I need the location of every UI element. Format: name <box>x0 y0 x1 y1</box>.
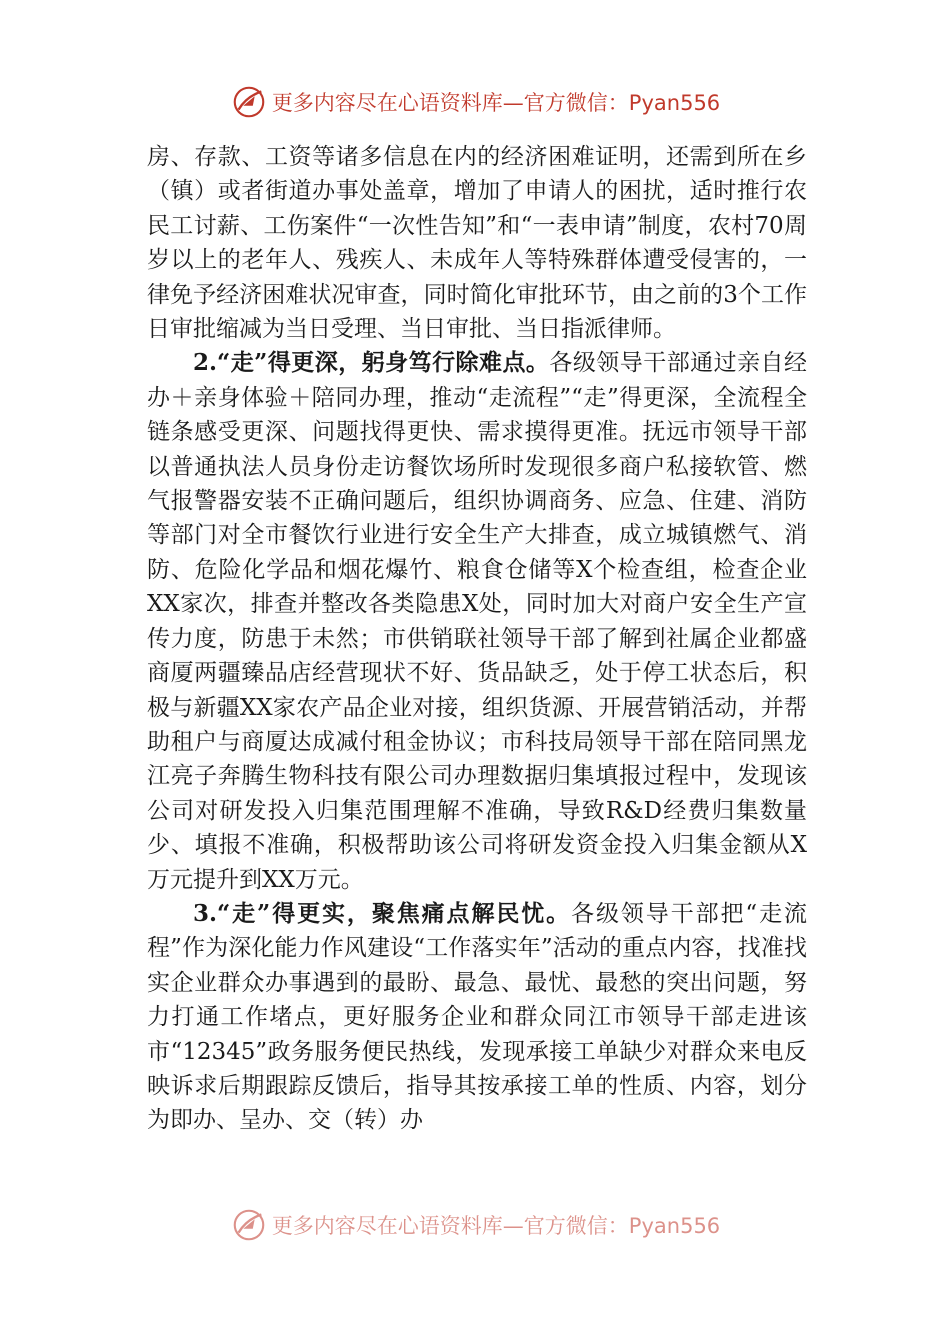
section-2-heading: 2.“走”得更深，躬身笃行除难点。 <box>193 349 550 377</box>
watermark-text: 更多内容尽在心语资料库—官方微信：Pyan556 <box>271 1214 721 1238</box>
watermark-text: 更多内容尽在心语资料库—官方微信：Pyan556 <box>271 91 721 115</box>
logo-icon <box>230 1206 268 1244</box>
watermark-header <box>0 82 950 122</box>
paragraph-section-3 <box>147 897 807 1138</box>
section-3-body: 各级领导干部把“走流程”作为深化能力作风建设“工作落实年”活动的重点内容，找准找实企业群众办事遇到的最盼、最急、最忧、最愁的突出问题，努力打通工作堵点，更好服务企业和群众同江市领导干部走进该市“12345”政务服务便民热线，发现承接工单缺少对群众来电反映诉求后期跟踪反馈后，指导其按承接工单的性质、内容，划分为即办、呈办、交（转）办 <box>147 900 807 1134</box>
section-3-heading: 3.“走”得更实，聚焦痛点解民忧。 <box>193 899 572 927</box>
document-body <box>147 140 807 1138</box>
logo-icon <box>230 83 268 121</box>
section-2-body: 各级领导干部通过亲自经办＋亲身体验＋陪同办理，推动“走流程”“走”得更深，全流程全链条感受更深、问题找得更快、需求摸得更准。抚远市领导干部以普通执法人员身份走访餐饮场所时发现很多商户私接软管、燃气报警器安装不正确问题后，组织协调商务、应急、住建、消防等部门对全市餐饮行业进行安全生产大排查，成立城镇燃气、消防、危险化学品和烟花爆竹、粮食仓储等X个检查组，检查企业XX家次，排查并整改各类隐患X处，同时加大对商户安全生产宣传力度，防患于未然；市供销联社领导干部了解到社属企业都盛商厦两疆臻品店经营现状不好、货品缺乏，处于停工状态后，积极与新疆XX家农产品企业对接，组织货源、开展营销活动，并帮助租户与商厦达成减付租金协议；市科技局领导干部在陪同黑龙江亮子奔腾生物科技有限公司办理数据归集填报过程中，发现该公司对研发投入归集范围理解不准确，导致R&D经费归集数量少、填报不准确，积极帮助该公司将研发资金投入归集金额从X万元提升到XX万元。 <box>147 350 807 893</box>
paragraph-continuation: 房、存款、工资等诸多信息在内的经济困难证明，还需到所在乡（镇）或者街道办事处盖章，增加了申请人的困扰，适时推行农民工讨薪、工伤案件“一次性告知”和“一表申请”制度，农村70周岁以上的老年人、残疾人、未成年人等特殊群体遭受侵害的，一律免予经济困难状况审查，同时简化审批环节，由之前的3个工作日审批缩减为当日受理、当日审批、当日指派律师。 <box>147 144 807 343</box>
paragraph-section-2 <box>147 346 807 897</box>
watermark-footer <box>0 1205 950 1245</box>
